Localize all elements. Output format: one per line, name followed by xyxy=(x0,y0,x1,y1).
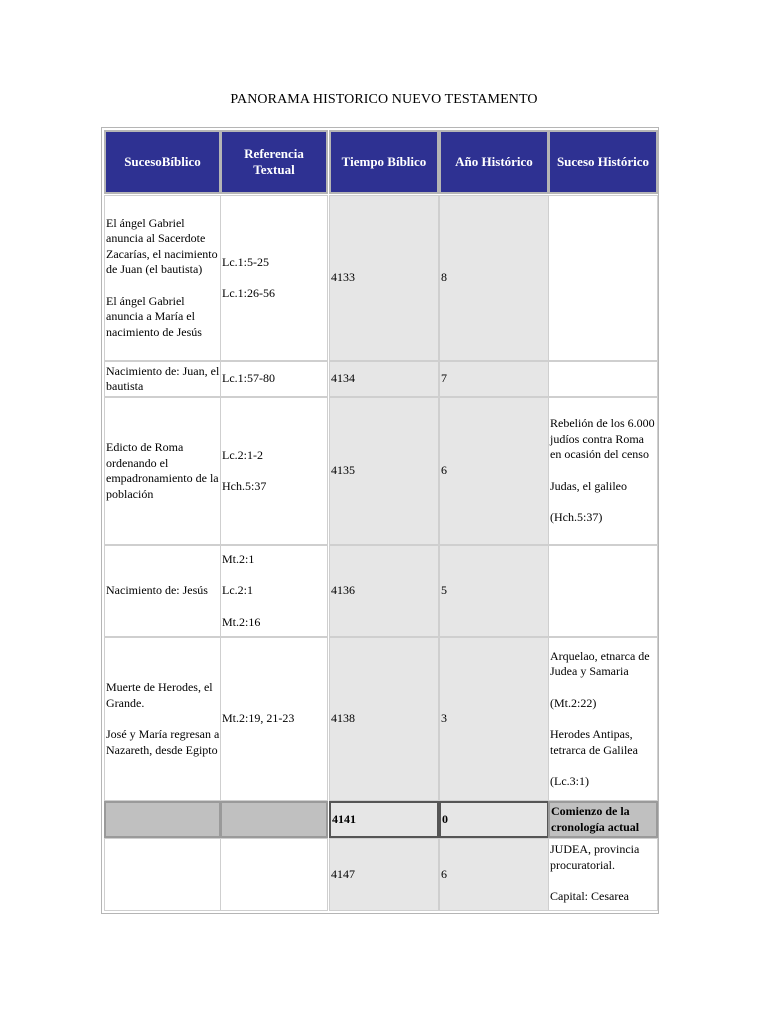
suceso-text: Nacimiento de: Juan, el bautista xyxy=(106,363,220,393)
historic-text: Herodes Antipas, tetrarca de Galilea xyxy=(550,727,638,757)
tiempo-value: 4138 xyxy=(331,711,355,726)
table-row-4-referencia xyxy=(220,545,328,637)
table-row-2-anio xyxy=(439,361,549,397)
anio-value: 3 xyxy=(441,711,447,726)
header-referencia-textual: Referencia Textual xyxy=(220,130,328,194)
historic-text: Comienzo de la cronología actual xyxy=(551,804,640,834)
table-row-5-historico xyxy=(548,637,658,801)
historic-text: Arquelao, etnarca de Judea y Samaria xyxy=(550,648,650,678)
table-row-5-tiempo xyxy=(329,637,439,801)
table-row-4-suceso xyxy=(104,545,221,637)
table-row-3-anio xyxy=(439,397,549,545)
table-row-1-anio xyxy=(439,195,549,361)
historic-text: (Lc.3:1) xyxy=(550,774,589,788)
table-row-5-anio xyxy=(439,637,549,801)
reference-text: Lc.1:57-80 xyxy=(222,371,275,386)
table-row-7-suceso xyxy=(104,838,221,911)
table-row-2-referencia xyxy=(220,361,328,397)
tiempo-value: 4147 xyxy=(331,866,355,881)
tiempo-value: 4136 xyxy=(331,583,355,598)
anio-value: 7 xyxy=(441,371,447,386)
historic-text: Judas, el galileo xyxy=(550,478,627,493)
historic-text: (Hch.5:37) xyxy=(550,510,603,525)
table-row-7-historico xyxy=(548,838,658,911)
reference-text: Lc.1:5-25 xyxy=(222,254,269,269)
anio-value: 0 xyxy=(442,811,448,826)
reference-text: Lc.2:1 xyxy=(222,583,253,598)
table-row-2-tiempo xyxy=(329,361,439,397)
suceso-text: Edicto de Roma ordenando el empadronamiento de la población xyxy=(106,440,219,501)
table-row-5-referencia xyxy=(220,637,328,801)
anio-value: 5 xyxy=(441,583,447,598)
historic-text: Capital: Cesarea xyxy=(550,889,629,903)
reference-text: Hch.5:37 xyxy=(222,479,267,493)
suceso-text: El ángel Gabriel anuncia a María el nacimiento de Jesús xyxy=(106,293,202,339)
chronology-table xyxy=(101,127,659,914)
table-row-3-referencia xyxy=(220,397,328,545)
header-tiempo-biblico: Tiempo Bíblico xyxy=(329,130,439,194)
reference-text: Mt.2:19, 21-23 xyxy=(222,711,295,726)
suceso-text: José y María regresan a Nazareth, desde Egipto xyxy=(106,727,220,757)
table-row-1-suceso xyxy=(104,195,221,361)
table-row-1-historico xyxy=(548,195,658,361)
anio-value: 6 xyxy=(441,463,447,478)
reference-text: Mt.2:16 xyxy=(222,614,261,629)
table-row-2-historico xyxy=(548,361,658,397)
table-row-3-tiempo xyxy=(329,397,439,545)
tiempo-value: 4134 xyxy=(331,371,355,386)
historic-text: (Mt.2:22) xyxy=(550,695,597,710)
table-row-6-anio xyxy=(439,801,549,838)
table-row-7-referencia xyxy=(220,838,328,911)
tiempo-value: 4133 xyxy=(331,270,355,285)
table-row-1-tiempo xyxy=(329,195,439,361)
header-suceso-biblico: SucesoBíblico xyxy=(104,130,221,194)
suceso-text: El ángel Gabriel anuncia al Sacerdote Zacarías, el nacimiento de Juan (el bautista) xyxy=(106,215,218,277)
anio-value: 8 xyxy=(441,270,447,285)
historic-text: Rebelión de los 6.000 judíos contra Roma en ocasión del censo xyxy=(550,416,655,462)
anio-value: 6 xyxy=(441,866,447,881)
table-row-6-tiempo xyxy=(329,801,439,838)
reference-text: Lc.2:1-2 xyxy=(222,447,263,462)
suceso-text: Muerte de Herodes, el Grande. xyxy=(106,680,213,710)
header-anio-historico: Año Histórico xyxy=(439,130,549,194)
tiempo-value: 4135 xyxy=(331,463,355,478)
table-row-5-suceso xyxy=(104,637,221,801)
header-suceso-historico: Suceso Histórico xyxy=(548,130,658,194)
table-row-4-tiempo xyxy=(329,545,439,637)
table-row-1-referencia xyxy=(220,195,328,361)
table-row-6-referencia xyxy=(220,801,328,838)
page-title: PANORAMA HISTORICO NUEVO TESTAMENTO xyxy=(230,92,538,107)
table-row-7-anio xyxy=(439,838,549,911)
tiempo-value: 4141 xyxy=(332,811,356,826)
table-row-3-historico xyxy=(548,397,658,545)
table-row-6-historico xyxy=(548,801,658,838)
suceso-text: Nacimiento de: Jesús xyxy=(106,583,208,598)
table-row-2-suceso xyxy=(104,361,221,397)
reference-text: Lc.1:26-56 xyxy=(222,286,275,300)
table-row-3-suceso xyxy=(104,397,221,545)
historic-text: JUDEA, provincia procuratorial. xyxy=(550,842,640,872)
table-row-4-historico xyxy=(548,545,658,637)
table-row-7-tiempo xyxy=(329,838,439,911)
table-row-6-suceso xyxy=(104,801,221,838)
reference-text: Mt.2:1 xyxy=(222,551,255,566)
table-row-4-anio xyxy=(439,545,549,637)
